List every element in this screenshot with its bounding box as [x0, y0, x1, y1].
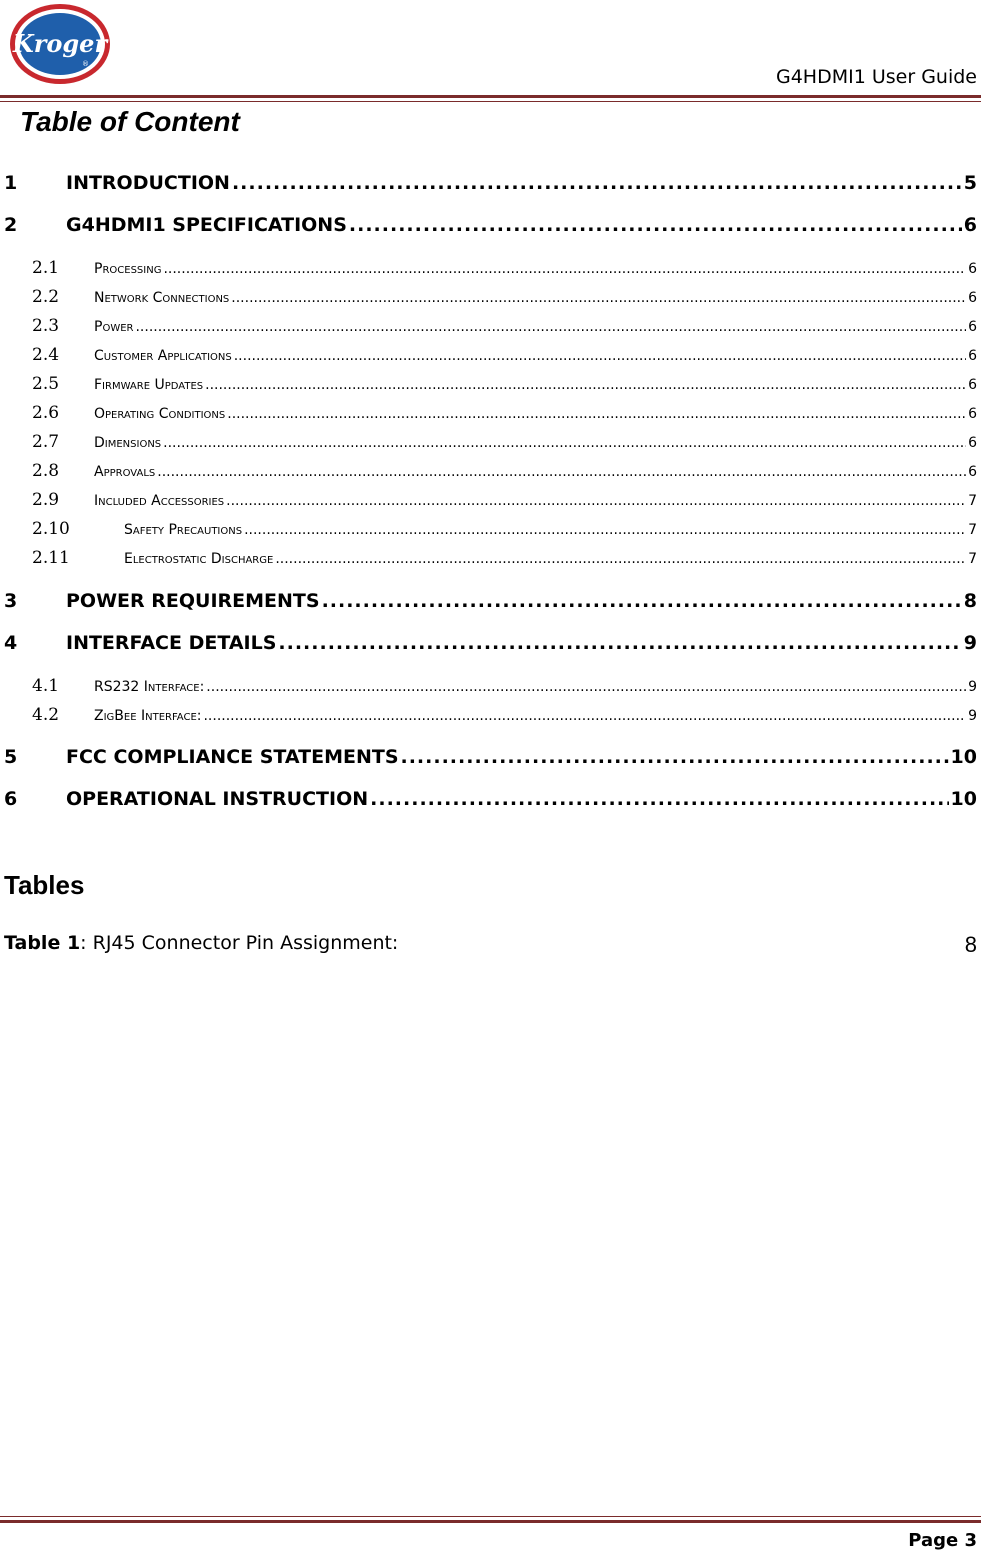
header-rule-thin [0, 101, 981, 102]
toc-entry-label: Safety Precautions [124, 522, 243, 538]
footer-rule [0, 1520, 981, 1523]
toc-entry-number: 2.6 [32, 403, 60, 423]
toc-entry-page: 10 [950, 788, 977, 810]
toc-entry-label: POWER REQUIREMENTS [66, 590, 320, 612]
toc-entry-page: 6 [968, 377, 977, 393]
toc-entry-page: 6 [968, 290, 977, 306]
toc-entry-page: 9 [968, 708, 977, 724]
toc-leader [278, 632, 961, 654]
toc-entry-page: 6 [968, 319, 977, 335]
toc-entry-page: 6 [968, 464, 977, 480]
toc-leader [206, 679, 966, 695]
toc-entry-page: 6 [968, 406, 977, 422]
toc-entry-page: 10 [950, 746, 977, 768]
toc-entry-page: 7 [968, 551, 977, 567]
toc-entry-page: 9 [968, 679, 977, 695]
toc-entry-label: Dimensions [94, 435, 162, 451]
toc-entry-number: 1 [4, 172, 18, 194]
toc-subentry[interactable] [4, 676, 977, 696]
toc-entry-number: 2 [4, 214, 18, 236]
table-entry-caption: : RJ45 Connector Pin Assignment: [80, 932, 399, 954]
toc-subentry[interactable] [4, 316, 977, 336]
toc-entry[interactable] [4, 214, 977, 236]
toc-entry-number: 5 [4, 746, 18, 768]
toc-leader [401, 746, 949, 768]
table-entry-label: Table 1 [4, 932, 81, 954]
toc-entry[interactable] [4, 632, 977, 654]
toc-title: Table of Content [20, 106, 240, 137]
toc-entry-page: 5 [963, 172, 977, 194]
logo-text: Kroger [12, 29, 108, 58]
toc-entry-label: ZigBee Interface: [94, 708, 202, 724]
toc-entry-page: 7 [968, 493, 977, 509]
toc-entry-number: 2.9 [32, 490, 60, 510]
toc-leader [322, 590, 962, 612]
toc-subentry[interactable] [4, 548, 977, 568]
toc-leader [203, 708, 966, 724]
toc-entry-label: INTERFACE DETAILS [66, 632, 277, 654]
toc-leader [244, 522, 966, 538]
toc-leader [157, 464, 966, 480]
toc-entry-label: Customer Applications [94, 348, 232, 364]
toc-entry-page: 8 [963, 590, 977, 612]
toc-subentry[interactable] [4, 287, 977, 307]
toc-leader [163, 435, 966, 451]
toc-entry-number: 2.2 [32, 287, 60, 307]
toc-entry-label: Operating Conditions [94, 406, 226, 422]
tables-heading: Tables [4, 870, 85, 900]
toc-entry[interactable] [4, 788, 977, 810]
toc-subentry[interactable] [4, 705, 977, 725]
table-entry-text [4, 932, 398, 958]
table-entry-page: 8 [964, 932, 977, 957]
toc-entry-label: G4HDMI1 SPECIFICATIONS [66, 214, 347, 236]
toc-leader [227, 406, 966, 422]
toc-entry-number: 3 [4, 590, 18, 612]
toc-entry-number: 2.5 [32, 374, 60, 394]
toc-entry-label: Processing [94, 261, 162, 277]
toc-subentry[interactable] [4, 490, 977, 510]
toc-entry[interactable] [4, 172, 977, 194]
toc-subentry[interactable] [4, 519, 977, 539]
toc-entry-label: RS232 Interface: [94, 679, 205, 695]
toc-leader [231, 290, 966, 306]
toc-subentry[interactable] [4, 432, 977, 452]
toc-entry-label: Firmware Updates [94, 377, 204, 393]
toc-entry-page: 7 [968, 522, 977, 538]
kroger-logo [8, 2, 112, 86]
toc-subentry[interactable] [4, 258, 977, 278]
toc-leader [135, 319, 966, 335]
toc-entry-page: 9 [963, 632, 977, 654]
toc-entry-label: Power [94, 319, 134, 335]
toc-subentry[interactable] [4, 345, 977, 365]
toc-entry-number: 2.10 [32, 519, 70, 539]
toc-leader [349, 214, 962, 236]
toc-entry-label: Included Accessories [94, 493, 225, 509]
toc-entry-page: 6 [968, 348, 977, 364]
toc-leader [205, 377, 966, 393]
toc-subentry[interactable] [4, 374, 977, 394]
footer-rule-thin [0, 1516, 981, 1517]
toc-leader [226, 493, 966, 509]
toc-entry-number: 2.4 [32, 345, 60, 365]
toc-entry[interactable] [4, 746, 977, 768]
toc-leader [275, 551, 966, 567]
toc-leader [232, 172, 962, 194]
toc-entry-page: 6 [963, 214, 977, 236]
toc-entry-number: 2.8 [32, 461, 60, 481]
toc-entry-page: 6 [968, 261, 977, 277]
toc-leader [234, 348, 966, 364]
toc-entry-label: Electrostatic Discharge [124, 551, 274, 567]
toc-entry-number: 2.7 [32, 432, 60, 452]
toc-entry-number: 6 [4, 788, 18, 810]
header-rule [0, 95, 981, 98]
svg-text:®: ® [82, 60, 89, 68]
page-number: Page 3 [908, 1530, 977, 1551]
toc-leader [163, 261, 966, 277]
toc-entry-label: OPERATIONAL INSTRUCTION [66, 788, 369, 810]
toc-entry-page: 6 [968, 435, 977, 451]
toc-subentry[interactable] [4, 461, 977, 481]
table-of-tables-entry[interactable] [4, 932, 977, 958]
toc-subentry[interactable] [4, 403, 977, 423]
toc-entry-label: Approvals [94, 464, 156, 480]
toc-entry-number: 2.3 [32, 316, 60, 336]
toc-entry-number: 2.1 [32, 258, 60, 278]
toc-entry-number: 4.1 [32, 676, 60, 696]
document-title: G4HDMI1 User Guide [776, 66, 977, 88]
toc-entry-number: 4 [4, 632, 18, 654]
toc-entry-label: Network Connections [94, 290, 230, 306]
toc-entry-label: INTRODUCTION [66, 172, 230, 194]
toc-entry-label: FCC COMPLIANCE STATEMENTS [66, 746, 399, 768]
toc-entry-number: 4.2 [32, 705, 60, 725]
toc-entry[interactable] [4, 590, 977, 612]
toc-entry-number: 2.11 [32, 548, 70, 568]
toc-leader [370, 788, 948, 810]
